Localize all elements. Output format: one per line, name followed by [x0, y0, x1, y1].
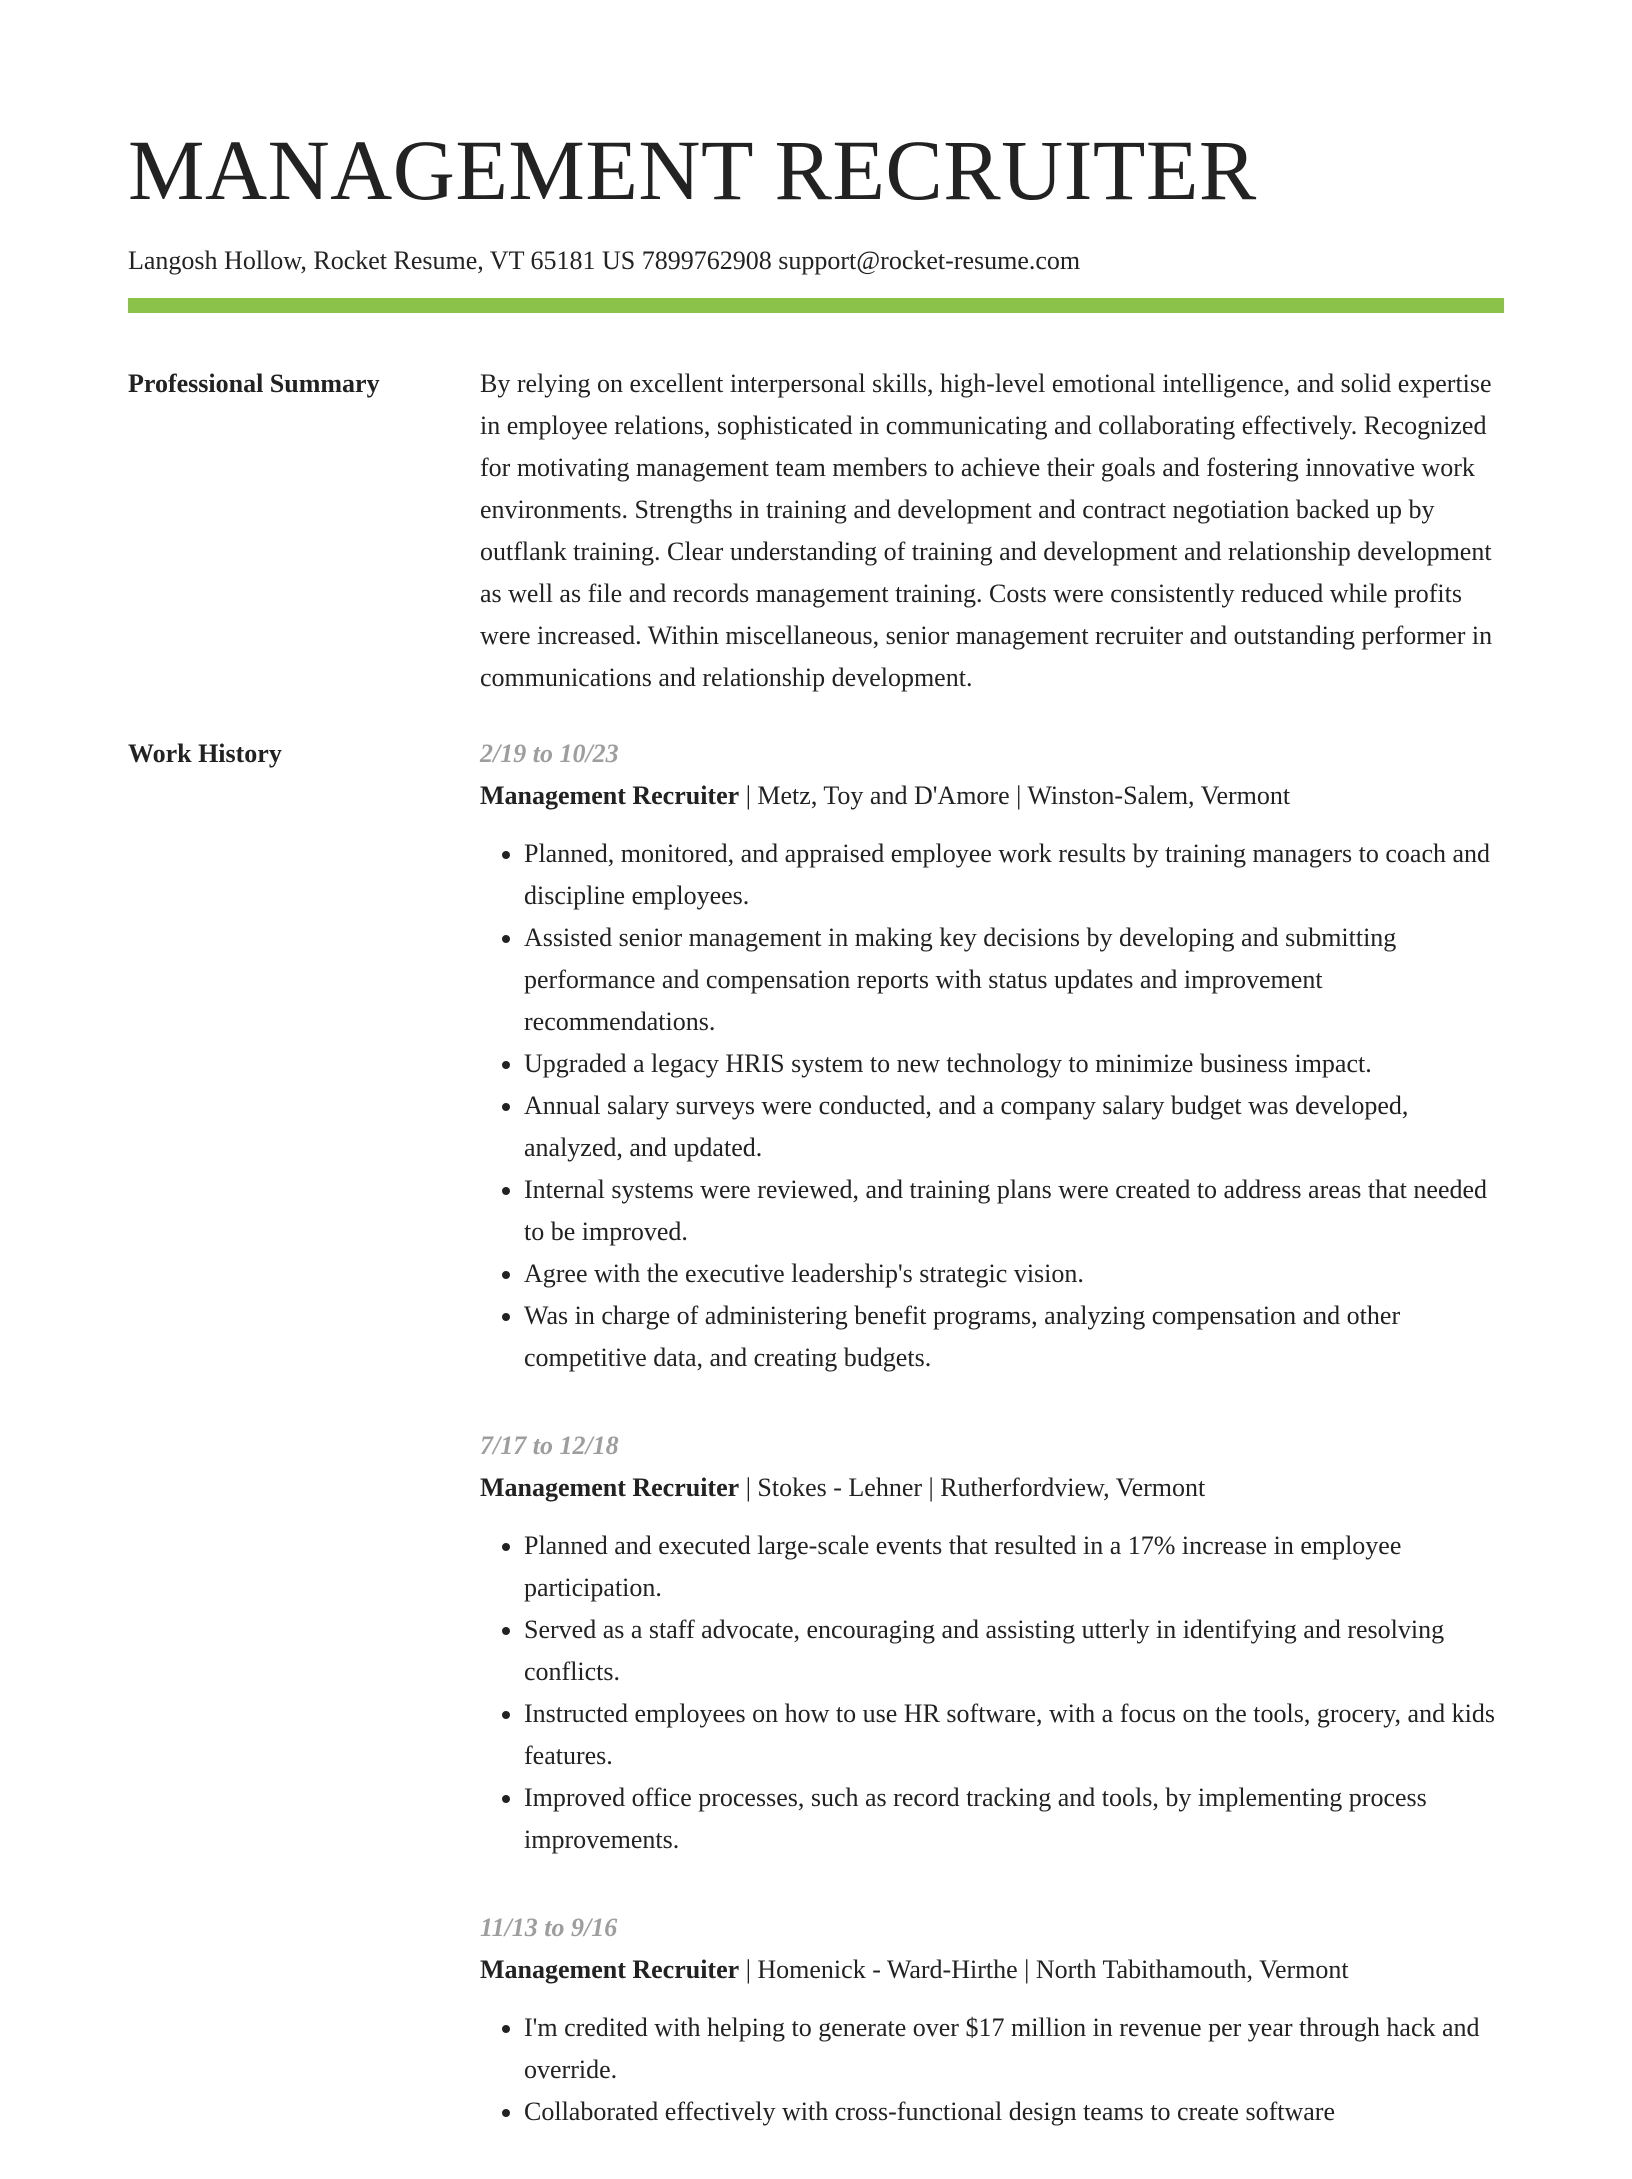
professional-summary-section	[128, 363, 1504, 699]
job-dates: 2/19 to 10/23	[480, 739, 619, 768]
job-company-location: | Stokes - Lehner | Rutherfordview, Vermont	[745, 1473, 1206, 1502]
job-bullet: • Served as a staff advocate, encouraging and assisting utterly in identifying and resolving conflicts.	[524, 1609, 1504, 1693]
contact-phone: 7899762908	[641, 246, 772, 275]
work-history-section	[128, 733, 1504, 2179]
job-bullet: • Internal systems were reviewed, and training plans were created to address areas that needed to be improved.	[524, 1169, 1504, 1253]
job-company-location: | Homenick - Ward-Hirthe | North Tabithamouth, Vermont	[745, 1955, 1349, 1984]
resume-page	[128, 0, 1504, 2179]
accent-divider	[128, 298, 1504, 313]
job-bullet: • I'm credited with helping to generate over $17 million in revenue per year through hack and override.	[524, 2007, 1504, 2091]
job-entry	[480, 1425, 1504, 1861]
job-bullet: • Planned and executed large-scale events that resulted in a 17% increase in employee participation.	[524, 1525, 1504, 1609]
job-bullet: • Planned, monitored, and appraised employee work results by training managers to coach and discipline employees.	[524, 833, 1504, 917]
summary-body	[480, 363, 1504, 699]
section-label-work-history: Work History	[128, 739, 282, 768]
job-bullet-list	[480, 1525, 1504, 1861]
summary-text: By relying on excellent interpersonal skills, high-level emotional intelligence, and solid expertise in employee relations, sophisticated in communicating and collaborating effectively. Recognized for motivating management team members to achieve their goals and fostering innovative work environments. Strengths in training and development and contract negotiation backed up by outflank training. Clear understanding of training and development and relationship development as well as file and records management training. Costs were consistently reduced while profits were increased. Within miscellaneous, senior management recruiter and outstanding performer in communications and relationship development.	[480, 369, 1493, 692]
job-bullet: • Upgraded a legacy HRIS system to new technology to minimize business impact.	[524, 1043, 1504, 1085]
job-dates: 11/13 to 9/16	[480, 1913, 618, 1942]
job-title: Management Recruiter	[480, 1473, 740, 1502]
job-bullet: • Was in charge of administering benefit programs, analyzing compensation and other competitive data, and creating budgets.	[524, 1295, 1504, 1379]
job-entry	[480, 733, 1504, 1379]
contact-line	[128, 244, 1504, 278]
job-bullet: • Assisted senior management in making key decisions by developing and submitting performance and compensation reports with status updates and improvement recommendations.	[524, 917, 1504, 1043]
job-heading	[480, 1467, 1504, 1509]
job-company-location: | Metz, Toy and D'Amore | Winston-Salem, Vermont	[745, 781, 1291, 810]
contact-address: Langosh Hollow, Rocket Resume, VT 65181 US	[128, 246, 636, 275]
job-bullet-list	[480, 833, 1504, 1379]
job-bullet: • Instructed employees on how to use HR software, with a focus on the tools, grocery, and kids features.	[524, 1693, 1504, 1777]
job-title: Management Recruiter	[480, 781, 740, 810]
job-bullet: • Collaborated effectively with cross-functional design teams to create software	[524, 2091, 1504, 2133]
job-bullet-list	[480, 2007, 1504, 2133]
job-heading	[480, 1949, 1504, 1991]
job-entry	[480, 1907, 1504, 2133]
job-dates: 7/17 to 12/18	[480, 1431, 619, 1460]
job-bullet: • Annual salary surveys were conducted, and a company salary budget was developed, analyzed, and updated.	[524, 1085, 1504, 1169]
contact-email: support@rocket-resume.com	[778, 246, 1081, 275]
resume-name-heading: MANAGEMENT RECRUITER	[128, 122, 1257, 218]
job-bullet: • Agree with the executive leadership's strategic vision.	[524, 1253, 1504, 1295]
job-title: Management Recruiter	[480, 1955, 740, 1984]
job-bullet: • Improved office processes, such as record tracking and tools, by implementing process improvements.	[524, 1777, 1504, 1861]
work-history-body	[480, 733, 1504, 2179]
section-label-summary: Professional Summary	[128, 369, 380, 398]
job-heading	[480, 775, 1504, 817]
